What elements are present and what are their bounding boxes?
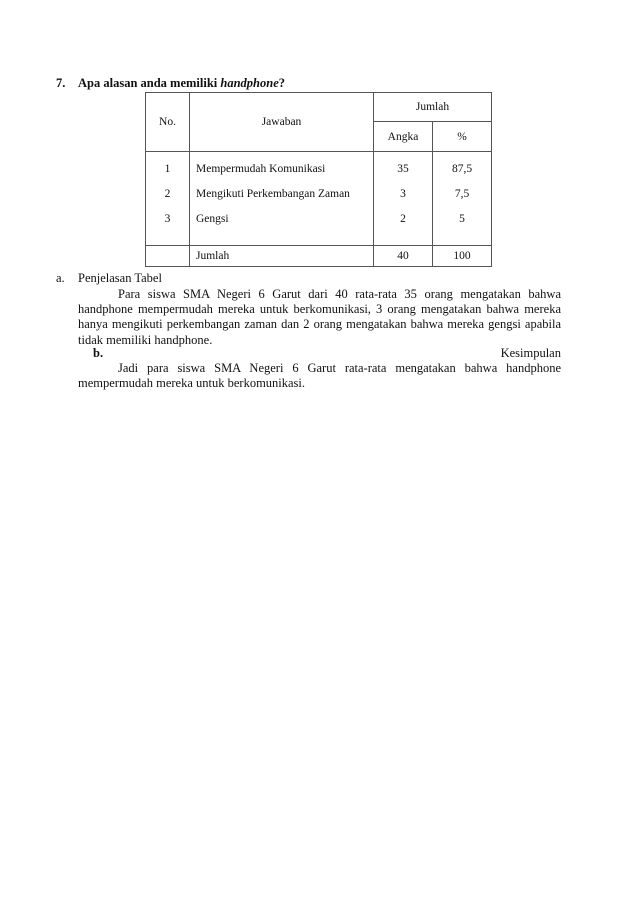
question-mark: ? — [278, 76, 285, 90]
row-persen: 7,5 — [454, 188, 470, 200]
jawaban-column-cell — [190, 152, 374, 246]
section-a-paragraph: Para siswa SMA Negeri 6 Garut dari 40 rata-rata 35 orang mengatakan bahwa handphone mempermudah mereka untuk berkomunikasi, 3 orang mengatakan bahwa mereka hanya mengikuti perkembangan zaman dan 2 orang mengatakan bahwa mereka gengsi apabila tidak memiliki handphone. — [78, 287, 561, 347]
row-jawaban: Gengsi — [196, 213, 229, 225]
row-jawaban: Mempermudah Komunikasi — [196, 163, 326, 175]
header-jumlah: Jumlah — [374, 93, 492, 122]
no-column-cell — [146, 152, 190, 246]
row-no: 3 — [164, 213, 171, 225]
header-angka: Angka — [374, 122, 433, 152]
question-text-italic: handphone — [220, 76, 279, 90]
row-angka: 2 — [400, 213, 406, 225]
total-label: Jumlah — [190, 246, 374, 267]
header-no: No. — [146, 93, 190, 152]
row-angka: 35 — [397, 163, 409, 175]
section-b-title: Kesimpulan — [500, 346, 561, 360]
persen-column-cell — [433, 152, 492, 246]
section-b-heading — [93, 346, 561, 361]
total-no-cell — [146, 246, 190, 267]
row-no: 2 — [164, 188, 171, 200]
header-persen: % — [433, 122, 492, 152]
row-angka: 3 — [400, 188, 406, 200]
section-a-letter: a. — [56, 271, 65, 285]
question-heading — [56, 76, 285, 91]
table-body-row — [146, 152, 492, 246]
question-number: 7. — [56, 76, 66, 90]
section-b-paragraph: Jadi para siswa SMA Negeri 6 Garut rata-rata mengatakan bahwa handphone mempermudah mereka untuk berkomunikasi. — [78, 361, 561, 391]
question-text: Apa alasan anda memiliki — [78, 76, 221, 90]
header-jawaban: Jawaban — [190, 93, 374, 152]
row-jawaban: Mengikuti Perkembangan Zaman — [196, 188, 350, 200]
total-persen: 100 — [433, 246, 492, 267]
section-a-title: Penjelasan Tabel — [78, 271, 162, 285]
row-persen: 5 — [459, 213, 465, 225]
row-persen: 87,5 — [451, 163, 473, 175]
angka-column-cell — [374, 152, 433, 246]
section-b-letter: b. — [93, 346, 104, 360]
table-total-row — [146, 246, 492, 267]
section-a-heading — [56, 271, 561, 286]
total-angka: 40 — [374, 246, 433, 267]
row-no: 1 — [164, 163, 171, 175]
answer-table — [145, 92, 492, 267]
